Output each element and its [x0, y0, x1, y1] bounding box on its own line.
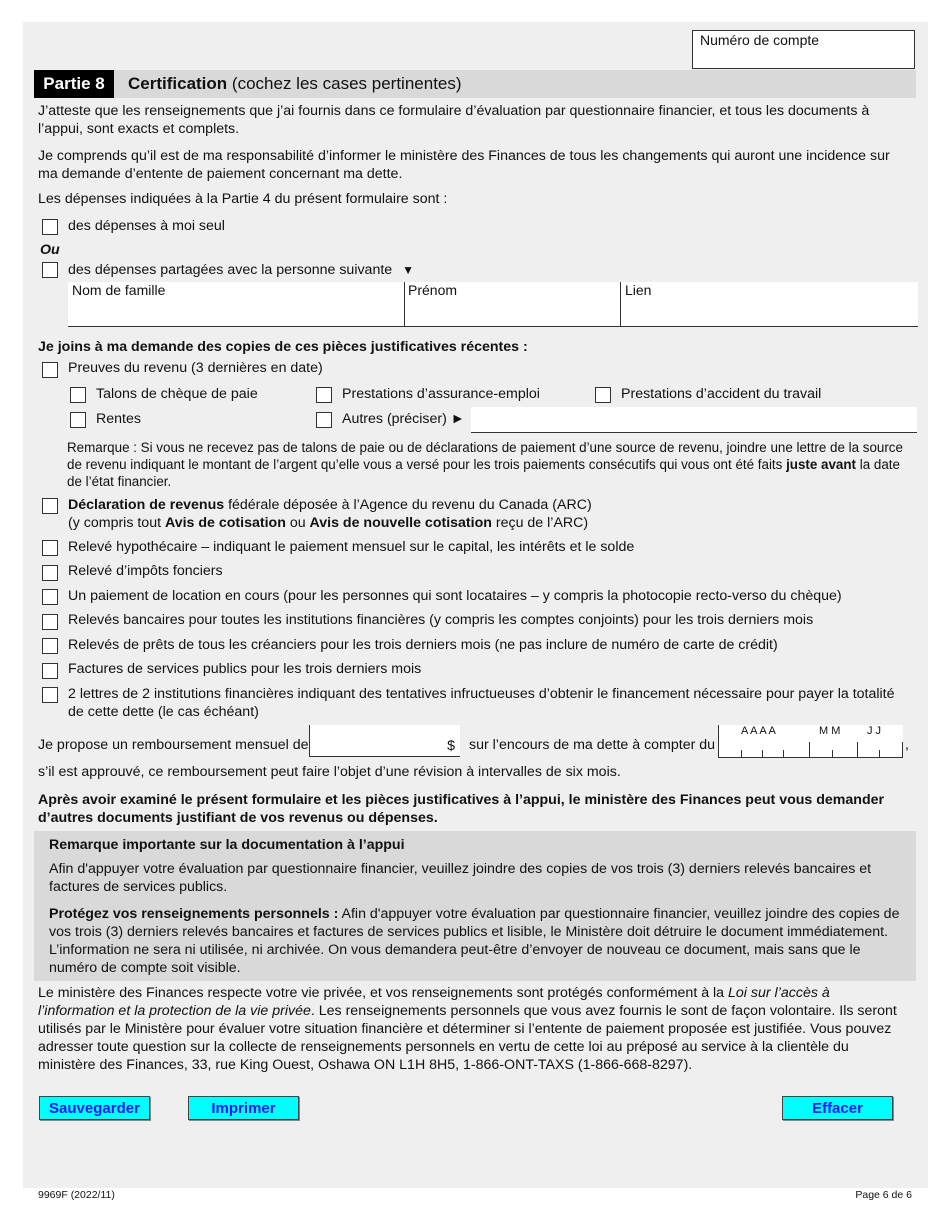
part-badge: Partie 8 [34, 70, 114, 98]
proposal-pre: Je propose un remboursement mensuel de [38, 737, 309, 753]
income-remark-c: la date de l’état financier. [67, 457, 900, 489]
last-name-field[interactable] [68, 282, 404, 327]
first-name-label: Prénom [408, 282, 458, 298]
expenses-shared-text: des dépenses partagées avec la personne suivante [68, 262, 393, 278]
proposal-comma: , [905, 737, 909, 753]
protect-info-text: Afin d'appuyer votre évaluation par questionnaire financier, veuillez joindre des copies de vos trois (3) derniers relevés bancaires et factures de services publics et lisible, le Ministère doit détruire le document immédiatement. L’information ne sera ni utilisée, ni archivée. On vous demandera peut-être d’envoyer de nouveau ce document, mais sans que le numéro de compte soit visible. [49, 906, 900, 976]
account-number-field[interactable] [692, 30, 915, 69]
tax-return-f: Avis de nouvelle cotisation [309, 515, 492, 531]
save-button[interactable]: Sauvegarder [39, 1096, 150, 1120]
relation-field[interactable] [620, 282, 918, 327]
privacy-statement [38, 984, 898, 1074]
income-proof-label: Preuves du revenu (3 dernières en date) [68, 360, 323, 376]
bank-statements-label: Relevés bancaires pour toutes les institutions financières (y compris les comptes conjoints) pour les trois derniers mois [68, 612, 814, 628]
mortgage-checkbox[interactable] [42, 540, 58, 556]
utilities-checkbox[interactable] [42, 663, 58, 679]
date-tick-4 [832, 750, 833, 757]
important-note-p2 [49, 905, 904, 977]
account-number-label: Numéro de compte [700, 32, 820, 48]
privacy-a: Le ministère des Finances respecte votre vie privée, et vos renseignements sont protégés conformément à la [38, 985, 729, 1001]
loan-statements-checkbox[interactable] [42, 638, 58, 654]
rent-label: Un paiement de location en cours (pour les personnes qui sont locataires – y compris la photocopie recto-verso du chèque) [68, 588, 842, 604]
section-subtitle: (cochez les cases pertinentes) [231, 74, 462, 93]
tax-return-label [68, 496, 908, 532]
income-remark [67, 439, 909, 490]
expenses-alone-checkbox[interactable] [42, 219, 58, 235]
form-id: 9969F (2022/11) [38, 1189, 115, 1201]
print-button[interactable]: Imprimer [188, 1096, 299, 1120]
expenses-shared-label [68, 261, 414, 279]
documents-heading: Je joins à ma demande des copies de ces pièces justificatives récentes : [38, 339, 528, 355]
section-title-text: Certification [128, 74, 228, 93]
expenses-alone-label: des dépenses à moi seul [68, 218, 225, 234]
protect-info-label: Protégez vos renseignements personnels : [49, 906, 339, 922]
or-label: Ou [40, 242, 60, 258]
clear-button[interactable]: Effacer [782, 1096, 893, 1120]
privacy-c: . Les renseignements personnels que vous avez fournis le sont de façon volontaire. Ils seront utilisés par le Ministère pour évaluer votre situation financière et déterminer si l’entente de paiement proposée est justifiée. Vous pouvez adresser toute question sur la collecte de renseignements personnels en vertu de cette loi au préposé au service à la clientèle du ministère des Finances, 33, rue King Ouest, Oshawa ON L1H 8H5, 1-866-ONT-TAXS (1-866-668-8297). [38, 1003, 897, 1073]
important-note-p1: Afin d'appuyer votre évaluation par questionnaire financier, veuillez joindre des copies de vos trois (3) derniers relevés bancaires et factures de services publics. [49, 861, 872, 895]
utilities-label: Factures de services publics pour les trois derniers mois [68, 661, 422, 677]
start-date-input[interactable] [718, 725, 903, 758]
currency-symbol: $ [447, 738, 455, 754]
pay-stubs-checkbox[interactable] [70, 387, 86, 403]
tax-return-c: (y compris tout [68, 515, 165, 531]
annuities-checkbox[interactable] [70, 412, 86, 428]
expenses-shared-checkbox[interactable] [42, 262, 58, 278]
tax-return-a: Déclaration de revenus [68, 497, 225, 513]
expenses-intro: Les dépenses indiquées à la Partie 4 du présent formulaire sont : [38, 191, 448, 207]
bank-letters-label: 2 lettres de 2 institutions financières indiquant des tentatives infructueuses d’obtenir le financement nécessaire pour payer la totalité de cette dette (le cas échéant) [68, 686, 895, 720]
tax-return-e: ou [285, 515, 310, 531]
income-proof-checkbox[interactable] [42, 362, 58, 378]
date-day-label: J J [867, 725, 882, 737]
other-income-label: Autres (préciser) ► [342, 411, 465, 427]
privacy-law-name: Loi sur l’accès à l’information et la protection de la vie privée [38, 985, 830, 1019]
ei-label: Prestations d’assurance-emploi [342, 386, 540, 402]
property-tax-checkbox[interactable] [42, 565, 58, 581]
tax-return-b: fédérale déposée à l’Agence du revenu du Canada (ARC) [224, 497, 592, 513]
date-tick-2 [762, 750, 763, 757]
ei-checkbox[interactable] [316, 387, 332, 403]
date-end [902, 742, 903, 757]
date-separator-1 [809, 742, 810, 757]
important-note-title: Remarque importante sur la documentation à l’appui [49, 837, 405, 853]
wsib-label: Prestations d’accident du travail [621, 386, 822, 402]
income-remark-a: Remarque : Si vous ne recevez pas de talons de paie ou de déclarations de paiement d’une source de revenu, joindre une lettre de la source de revenu indiquant le montant de l’argent qu’elle vous a versé pour les trois paiements consécutifs qui vous ont été faits [67, 440, 903, 472]
proposal-post: s’il est approuvé, ce remboursement peut faire l’objet d’une révision à intervalles de six mois. [38, 764, 621, 780]
date-month-label: M M [819, 725, 841, 737]
last-name-label: Nom de famille [72, 282, 166, 298]
pay-stubs-label: Talons de chèque de paie [96, 386, 258, 402]
first-name-field[interactable] [404, 282, 621, 327]
relation-label: Lien [625, 282, 652, 298]
tax-return-checkbox[interactable] [42, 498, 58, 514]
monthly-amount-input[interactable] [309, 725, 460, 757]
proposal-mid: sur l’encours de ma dette à compter du [469, 737, 716, 753]
date-separator-2 [857, 742, 858, 757]
date-year-label: A A A A [741, 725, 776, 737]
down-arrow-icon: ▼ [402, 263, 415, 277]
tax-return-g: reçu de l’ARC) [491, 515, 589, 531]
page-number: Page 6 de 6 [855, 1189, 912, 1201]
responsibility-text: Je comprends qu’il est de ma responsabilité d’informer le ministère des Finances de tous les changements qui auront une incidence sur ma demande d’entente de paiement concernant ma dette. [38, 148, 890, 182]
date-tick-3 [783, 750, 784, 757]
mortgage-label: Relevé hypothécaire – indiquant le paiement mensuel sur le capital, les intérêts et le solde [68, 539, 635, 555]
review-notice: Après avoir examiné le présent formulaire et les pièces justificatives à l’appui, le ministère des Finances peut vous demander d’autres documents justifiant de vos revenus ou dépenses. [38, 792, 885, 826]
section-title [128, 73, 462, 95]
rent-checkbox[interactable] [42, 589, 58, 605]
loan-statements-label: Relevés de prêts de tous les créanciers pour les trois derniers mois (ne pas inclure de numéro de carte de crédit) [68, 637, 778, 653]
tax-return-d: Avis de cotisation [164, 515, 286, 531]
date-tick-1 [741, 750, 742, 757]
income-remark-b: juste avant [786, 457, 857, 472]
bank-statements-checkbox[interactable] [42, 614, 58, 630]
bank-letters-checkbox[interactable] [42, 687, 58, 703]
attestation-text: J’atteste que les renseignements que j’ai fournis dans ce formulaire d’évaluation par questionnaire financier, et tous les documents à l’appui, sont exacts et complets. [38, 103, 870, 137]
date-tick-5 [879, 750, 880, 757]
property-tax-label: Relevé d’impôts fonciers [68, 563, 223, 579]
other-income-input[interactable] [471, 407, 917, 433]
annuities-label: Rentes [96, 411, 141, 427]
wsib-checkbox[interactable] [595, 387, 611, 403]
other-income-checkbox[interactable] [316, 412, 332, 428]
